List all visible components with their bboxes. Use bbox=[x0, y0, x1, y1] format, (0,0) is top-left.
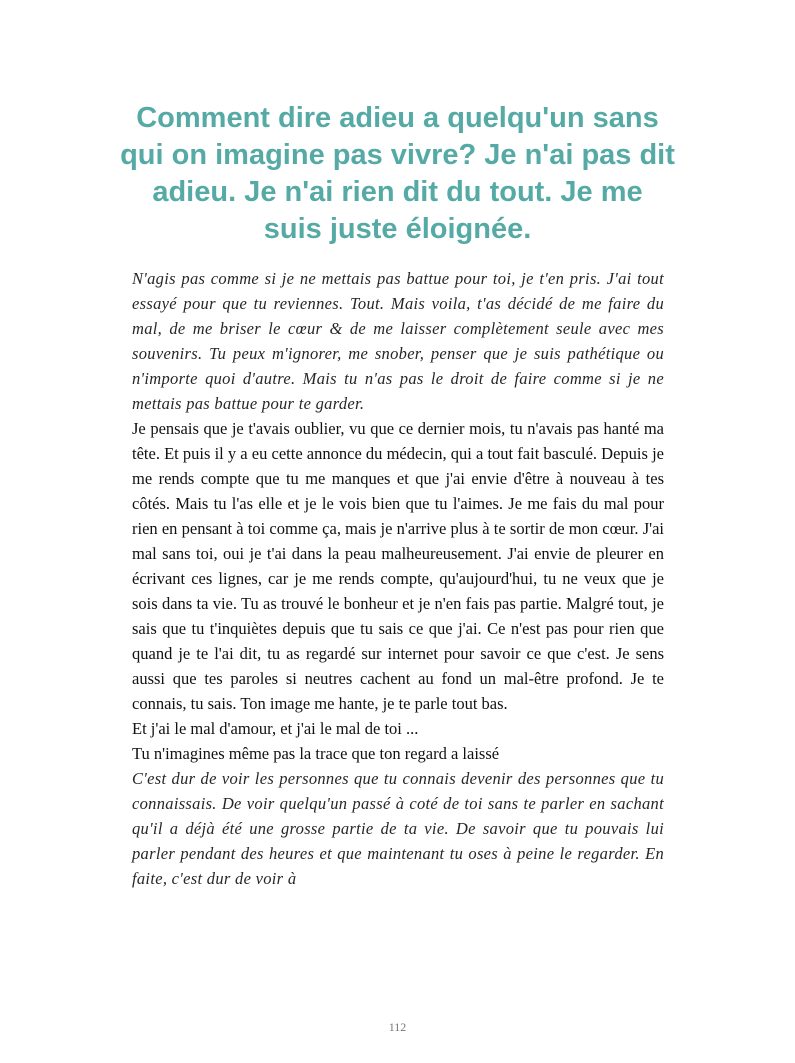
paragraph-italic-1: N'agis pas comme si je ne mettais pas battue pour toi, je t'en pris. J'ai tout essayé pour que tu reviennes. Tout. Mais voila, t'as décidé de me faire du mal, de me briser le cœur & de me laisser complètement seule avec mes souvenirs. Tu peux m'ignorer, me snober, penser que je suis pathétique ou n'importe quoi d'autre. Mais tu n'as pas le droit de faire comme si je ne mettais pas battue pour te garder. bbox=[132, 269, 664, 413]
body-text bbox=[132, 266, 664, 891]
paragraph-plain-2: Et j'ai le mal d'amour, et j'ai le mal de toi ... bbox=[132, 719, 419, 738]
paragraph-plain-1: Je pensais que je t'avais oublier, vu que ce dernier mois, tu n'avais pas hanté ma tête. Et puis il y a eu cette annonce du médecin, qui a tout fait basculé. Depuis je me rends compte que tu me manques et que j'ai envie d'être à nouveau à tes côtés. Mais tu l'as elle et je le vois bien que tu l'aimes. Je me fais du mal pour rien en pensant à toi comme ça, mais je n'arrive plus à te sortir de mon cœur. J'ai mal sans toi, oui je t'ai dans la peau malheureusement. J'ai envie de pleurer en écrivant ces lignes, car je me rends compte, qu'aujourd'hui, tu ne veux que je sois dans ta vie. Tu as trouvé le bonheur et je n'en fais pas partie. Malgré tout, je sais que tu t'inquiètes depuis que tu sais ce que j'ai. Ce n'est pas pour rien que quand je te l'ai dit, tu as regardé sur internet pour savoir ce que c'est. Je sens aussi que tes paroles si neutres cachent au fond un mal-être profond. Je te connais, tu sais. Ton image me hante, je te parle tout bas. bbox=[132, 419, 664, 713]
paragraph-italic-2: C'est dur de voir les personnes que tu connais devenir des personnes que tu connaissais. De voir quelqu'un passé à coté de toi sans te parler en sachant qu'il a déjà été une grosse partie de ta vie. De savoir que tu pouvais lui parler pendant des heures et que maintenant tu oses à peine le regarder. En faite, c'est dur de voir à bbox=[132, 769, 664, 888]
chapter-title: Comment dire adieu a quelqu'un sans qui on imagine pas vivre? Je n'ai pas dit adieu. Je n'ai rien dit du tout. Je me suis juste éloignée. bbox=[120, 102, 675, 245]
paragraph-plain-3: Tu n'imagines même pas la trace que ton regard a laissé bbox=[132, 744, 500, 763]
page-number: 112 bbox=[388, 1020, 407, 1034]
